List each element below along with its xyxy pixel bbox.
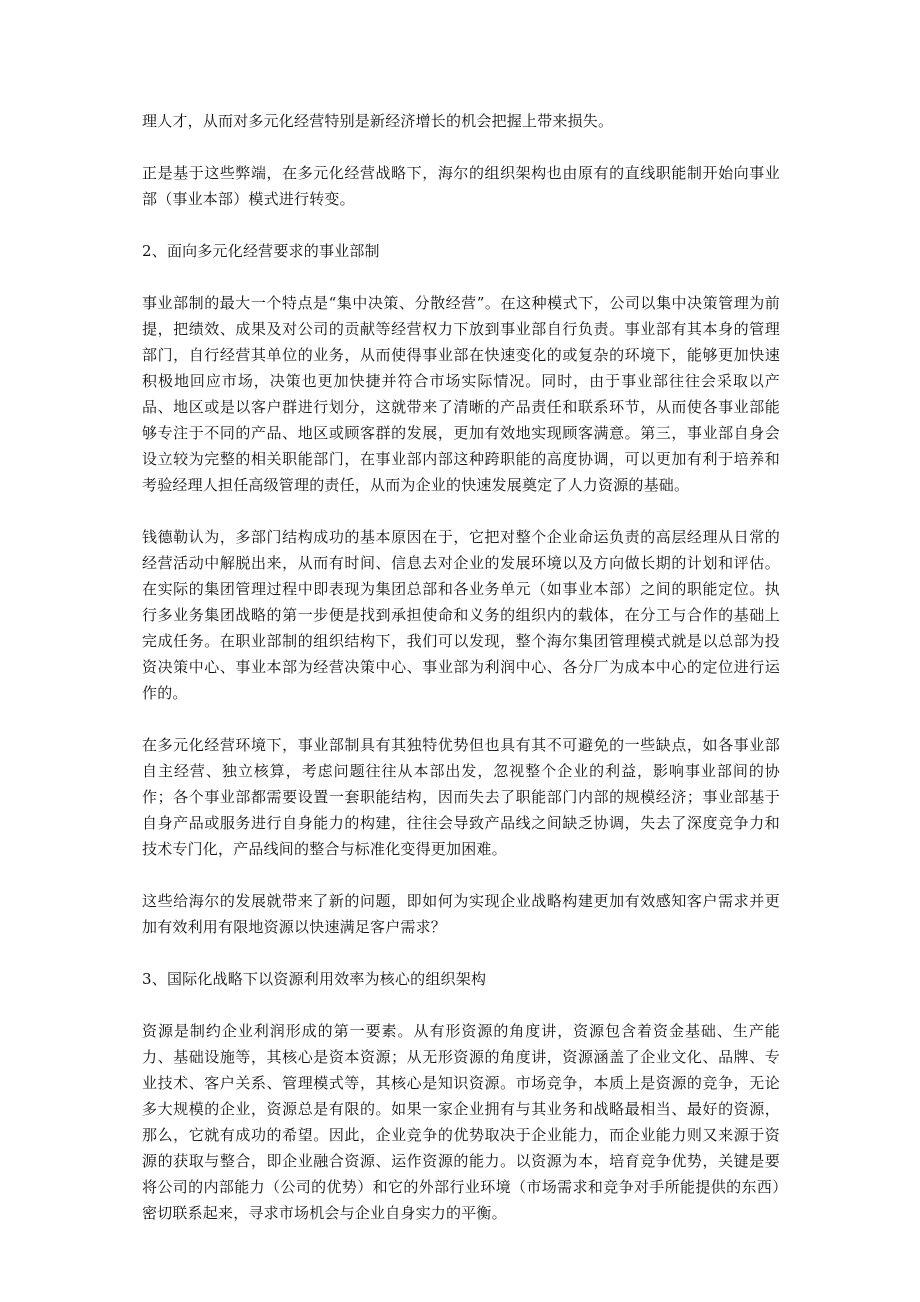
paragraph-continuation: 理人才，从而对多元化经营特别是新经济增长的机会把握上带来损失。: [142, 112, 614, 130]
paragraph-divisional-structure: 事业部制的最大一个特点是“集中决策、分散经营”。在这种模式下，公司以集中决策管理为前提，把绩效、成果及对公司的贡献等经营权力下放到事业部自行负责。事业部有其本身的管理部门，自行经营其单位的业务，从而使得事业部在快速变化的或复杂的环境下，能够更加快速积极地回应市场，决策也更加快捷并符合市场实际情况。同时，由于事业部往往会采取以产品、地区或是以客户群进行划分，这就带来了清晰的产品责任和联系环节，从而使各事业部能够专注于不同的产品、地区或顾客群的发展，更加有效地实现顾客满意。第三，事业部自身会设立较为完整的相关职能部门，在事业部内部这种跨职能的高度协调，可以更加有利于培养和考验经理人担任高级管理的责任，从而为企业的快速发展奠定了人力资源的基础。: [142, 294, 780, 494]
paragraph-chandler: 钱德勒认为，多部门结构成功的基本原因在于，它把对整个企业命运负责的高层经理从日常的经营活动中解脱出来，从而有时间、信息去对企业的发展环境以及方向做长期的计划和评估。在实际的集团管理过程中即表现为集团总部和各业务单元（如事业本部）之间的职能定位。执行多业务集团战略的第一步便是找到承担使命和义务的组织内的载体，在分工与合作的基础上完成任务。在职业部制的组织结构下，我们可以发现，整个海尔集团管理模式就是以总部为投资决策中心、事业本部为经营决策中心、事业部为利润中心、各分厂为成本中心的定位进行运作的。: [142, 528, 780, 702]
section-heading-3: 3、国际化战略下以资源利用效率为核心的组织架构: [142, 970, 487, 988]
paragraph-resources: 资源是制约企业利润形成的第一要素。从有形资源的角度讲，资源包含着资金基础、生产能力、基础设施等，其核心是资本资源；从无形资源的角度讲，资源涵盖了企业文化、品牌、专业技术、客户关系、管理模式等，其核心是知识资源。市场竞争，本质上是资源的竞争，无论多大规模的企业，资源总是有限的。如果一家企业拥有与其业务和战略最相当、最好的资源，那么，它就有成功的希望。因此，企业竞争的优势取决于企业能力，而企业能力则又来源于资源的获取与整合，即企业融合资源、运作资源的能力。以资源为本，培育竞争优势，关键是要将公司的内部能力（公司的优势）和它的外部行业环境（市场需求和竞争对手所能提供的东西）密切联系起来，寻求市场机会与企业自身实力的平衡。: [142, 1022, 780, 1222]
paragraph-new-questions: 这些给海尔的发展就带来了新的问题，即如何为实现企业战略构建更加有效感知客户需求并更加有效利用有限地资源以快速满足客户需求？: [142, 892, 780, 936]
paragraph-transition: 正是基于这些弊端，在多元化经营战略下，海尔的组织架构也由原有的直线职能制开始向事业部（事业本部）模式进行转变。: [142, 164, 780, 208]
section-heading-2: 2、面向多元化经营要求的事业部制: [142, 242, 380, 260]
paragraph-drawbacks: 在多元化经营环境下，事业部制具有其独特优势但也具有其不可避免的一些缺点，如各事业部自主经营、独立核算，考虑问题往往从本部出发，忽视整个企业的利益，影响事业部间的协作；各个事业部都需要设置一套职能结构，因而失去了职能部门内部的规模经济；事业部基于自身产品或服务进行自身能力的构建，往往会导致产品线之间缺乏协调，失去了深度竞争力和技术专门化，产品线间的整合与标准化变得更加困难。: [142, 736, 780, 858]
document-page: [142, 108, 780, 1226]
